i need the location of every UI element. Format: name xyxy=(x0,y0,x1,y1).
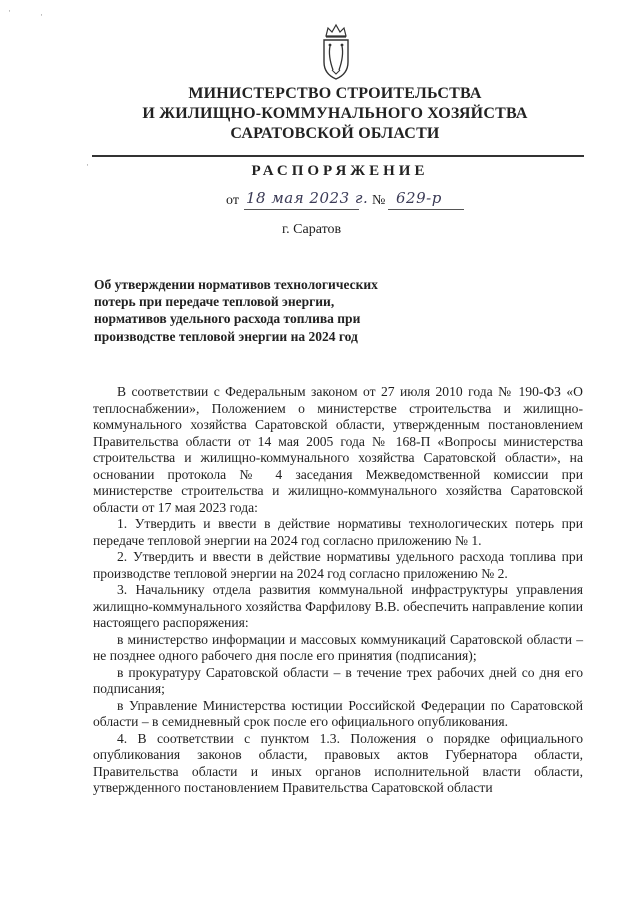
ministry-line-3: САРАТОВСКОЙ ОБЛАСТИ xyxy=(230,125,440,142)
paragraph-item-3-recipient-2: в прокуратуру Саратовской области – в течение трех рабочих дней со дня его подписания; xyxy=(93,664,583,696)
document-type: РАСПОРЯЖЕНИЕ xyxy=(251,163,429,179)
city: г. Саратов xyxy=(282,222,342,237)
paragraph-item-1: 1. Утвердить и ввести в действие нормативы технологических потерь при передаче тепловой энергии на 2024 год согласно приложению № 1. xyxy=(93,516,583,548)
header-divider xyxy=(92,155,584,157)
subject-block xyxy=(94,276,414,345)
subject-line-3: нормативов удельного расхода топлива при xyxy=(94,311,361,327)
date-number-line xyxy=(226,189,466,212)
paragraph-item-3: 3. Начальнику отдела развития коммунальной инфраструктуры управления жилищно-коммунального хозяйства Фарфилову В.В. обеспечить направление копии настоящего распоряжения: xyxy=(93,582,583,630)
subject-line-1: Об утверждении нормативов технологических xyxy=(94,277,378,292)
ministry-line-2: И ЖИЛИЩНО-КОММУНАЛЬНОГО ХОЗЯЙСТВА xyxy=(142,105,528,122)
scan-speck: · xyxy=(86,160,89,170)
paragraph-item-3-recipient-3: в Управление Министерства юстиции Российской Федерации по Саратовской области – в семидневный срок после его официального опубликования. xyxy=(93,697,583,729)
ministry-title xyxy=(100,84,570,144)
paragraph-item-3-recipient-1: в министерство информации и массовых коммуникаций Саратовской области – не позднее одного рабочего дня после его принятия (подписания); xyxy=(93,631,583,663)
paragraph-preamble: В соответствии с Федеральным законом от 27 июля 2010 года № 190-ФЗ «О теплоснабжении», Положением о министерстве строительства и жилищно-коммунального хозяйства Саратовской области, утвержденным постановлением Правительства области от 14 мая 2005 года № 168-П «Вопросы министерства строительства и жилищно-коммунального хозяйства Саратовской области», на основании протокола № 4 заседания Межведомственной комиссии при министерстве строительства и жилищно-коммунального хозяйства Саратовской области от 17 мая 2023 года: xyxy=(93,384,583,515)
date-handwritten: 18 мая 2023 г. xyxy=(246,189,369,207)
date-underline xyxy=(244,209,359,210)
ministry-line-1: МИНИСТЕРСТВО СТРОИТЕЛЬСТВА xyxy=(188,85,482,102)
subject-line-2: потерь при передаче тепловой энергии, xyxy=(94,294,335,310)
number-prefix: № xyxy=(372,193,386,208)
date-prefix: от xyxy=(226,193,239,208)
subject-line-4: производстве тепловой энергии на 2024 год xyxy=(94,328,358,344)
scan-speck: · xyxy=(8,6,11,16)
number-handwritten: 629-р xyxy=(396,189,442,207)
paragraph-item-4: 4. В соответствии с пунктом 1.3. Положения о порядке официального опубликования законов области, правовых актов Губернатора области, Правительства области и иных органов исполнительной власти области, утвержденного постановлением Правительства Саратовской области xyxy=(93,730,583,795)
document-body xyxy=(93,384,583,797)
scan-speck: · xyxy=(40,10,43,20)
coat-of-arms-icon xyxy=(318,22,354,82)
paragraph-item-2: 2. Утвердить и ввести в действие нормативы удельного расхода топлива при производстве тепловой энергии на 2024 год согласно приложению № 2. xyxy=(93,549,583,581)
number-underline xyxy=(388,209,464,210)
